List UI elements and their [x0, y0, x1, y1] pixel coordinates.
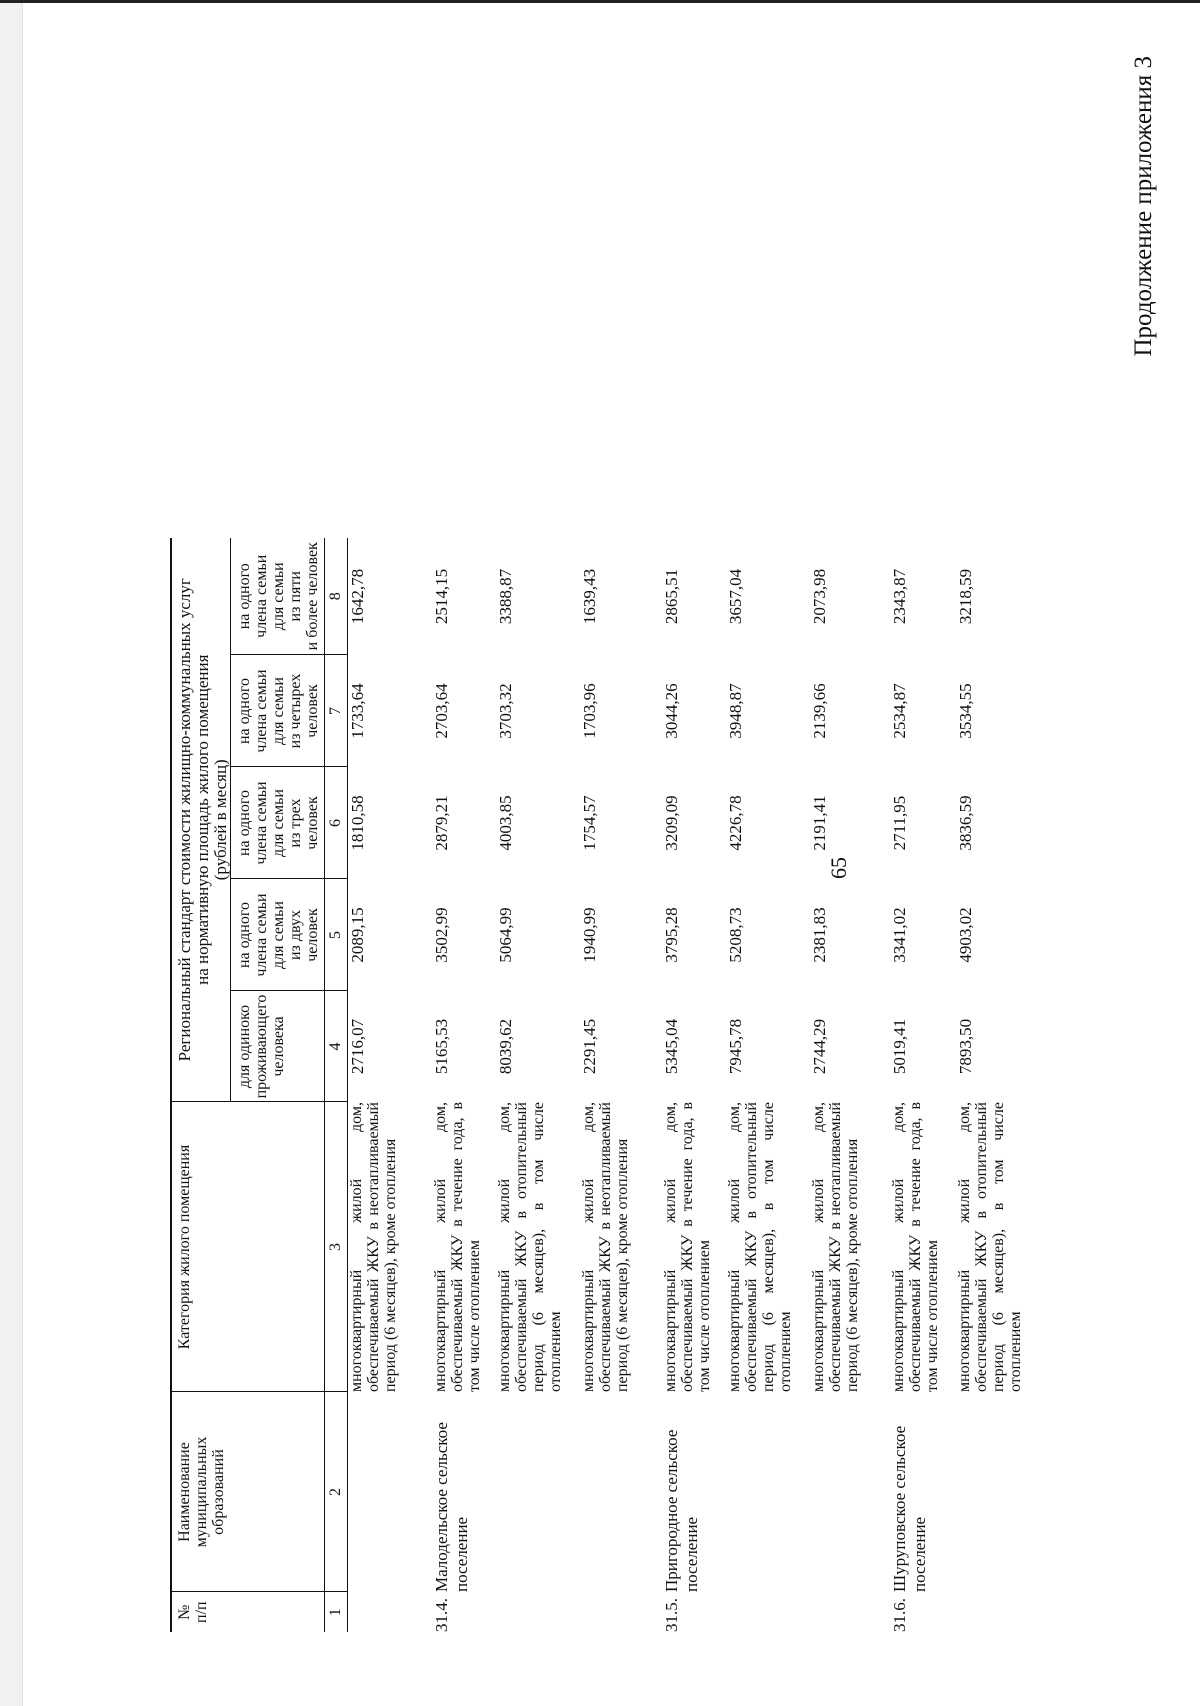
value-col6: 4003,85 [495, 795, 515, 851]
value-col4: 5345,04 [661, 1018, 681, 1075]
value-col7: 3948,87 [725, 683, 745, 739]
row-number [956, 1592, 1040, 1632]
value-col8: 3657,04 [725, 568, 745, 625]
row-number [810, 1592, 890, 1632]
value-col4: 7893,50 [955, 1018, 975, 1075]
table-row [580, 538, 662, 1632]
header-col5: на одного члена семьи для семьи из двух человек [231, 879, 325, 991]
value-col4: 5165,53 [431, 1018, 451, 1075]
value-col6: 3836,59 [955, 795, 975, 851]
value-col5: 3795,28 [661, 907, 681, 963]
row-number [726, 1592, 810, 1632]
value-col5: 5064,99 [495, 907, 515, 963]
row-number [580, 1592, 662, 1632]
value-col8: 2865,51 [661, 568, 681, 625]
value-col5: 3502,99 [431, 907, 451, 963]
value-col4: 2291,45 [579, 1018, 599, 1075]
table-row [348, 538, 432, 1632]
category-text: многоквартирный жилой дом, обеспечиваемый ЖКУ в течение года, в том числе отоплением [889, 1102, 941, 1392]
row-number: 31.4. [431, 1598, 451, 1632]
header-category: Категория жилого помещения [171, 1102, 325, 1392]
value-col7: 2703,64 [431, 683, 451, 739]
municipality-name [956, 1392, 1040, 1592]
table-row [890, 538, 956, 1632]
column-number: 5 [325, 879, 348, 991]
value-col6: 1754,57 [579, 795, 599, 851]
column-number: 4 [325, 991, 348, 1102]
page-number: 65 [826, 857, 851, 879]
municipality-name [580, 1392, 662, 1592]
value-col4: 5019,41 [889, 1018, 909, 1075]
value-col6: 1810,58 [348, 795, 367, 851]
value-col7: 2139,66 [809, 683, 829, 739]
table-row [496, 538, 580, 1632]
row-number [348, 1592, 432, 1632]
value-col7: 1733,64 [348, 683, 367, 739]
column-number-row [325, 538, 348, 1632]
value-col7: 1703,96 [579, 683, 599, 739]
value-col4: 7945,78 [725, 1018, 745, 1075]
table-row [432, 538, 496, 1632]
value-col8: 2343,87 [889, 568, 909, 625]
column-number: 6 [325, 767, 348, 879]
column-number: 1 [325, 1592, 348, 1632]
category-text: многоквартирный жилой дом, обеспечиваемый ЖКУ в отопительный период (6 месяцев), в том числе отоплением [955, 1102, 1024, 1392]
category-text: многоквартирный жилой дом, обеспечиваемый ЖКУ в неотапливаемый период (6 месяцев), кроме отопления [809, 1102, 861, 1392]
column-number: 7 [325, 655, 348, 767]
header-standard: Региональный стандарт стоимости жилищно-коммунальных услуг на нормативную площадь жилого помещения (рублей в месяц) [171, 538, 231, 1102]
value-col7: 3044,26 [661, 683, 681, 739]
value-col7: 3534,55 [955, 683, 975, 739]
table-row [810, 538, 890, 1632]
municipality-name [348, 1392, 432, 1592]
table-row [956, 538, 1040, 1632]
table-row [726, 538, 810, 1632]
row-number: 31.6. [889, 1598, 909, 1632]
category-text: многоквартирный жилой дом, обеспечиваемый ЖКУ в течение года, в том числе отоплением [431, 1102, 483, 1392]
municipality-name: Пригородное сельское поселение [661, 1429, 701, 1592]
appendix-title: Продолжение приложения 3 [1130, 56, 1157, 357]
value-col6: 2711,95 [889, 795, 909, 851]
value-col4: 2716,07 [348, 1018, 367, 1075]
municipality-name [810, 1392, 890, 1592]
municipality-name [496, 1392, 580, 1592]
value-col8: 2514,15 [431, 568, 451, 625]
category-text: многоквартирный жилой дом, обеспечиваемый ЖКУ в неотапливаемый период (6 месяцев), кроме отопления [348, 1102, 399, 1392]
value-col5: 4903,02 [955, 907, 975, 963]
header-col4: для одиноко проживающего человека [231, 991, 325, 1102]
value-col8: 1642,78 [348, 568, 367, 625]
category-text: многоквартирный жилой дом, обеспечиваемый ЖКУ в отопительный период (6 месяцев), в том числе отоплением [725, 1102, 794, 1392]
row-number: 31.5. [661, 1598, 681, 1632]
value-col5: 2089,15 [348, 907, 367, 963]
value-col5: 5208,73 [725, 907, 745, 963]
category-text: многоквартирный жилой дом, обеспечиваемый ЖКУ в отопительный период (6 месяцев), в том числе отоплением [495, 1102, 564, 1392]
value-col8: 1639,43 [579, 568, 599, 625]
value-col8: 2073,98 [809, 568, 829, 625]
table-row [662, 538, 726, 1632]
header-num: № п/п [171, 1592, 325, 1632]
value-col6: 3209,09 [661, 795, 681, 851]
header-col7: на одного члена семьи для семьи из четырех человек [231, 655, 325, 767]
value-col5: 1940,99 [579, 907, 599, 963]
municipality-name: Малодельское сельское поселение [431, 1422, 471, 1592]
value-col8: 3218,59 [955, 568, 975, 625]
value-col4: 8039,62 [495, 1018, 515, 1075]
header-municipality: Наименование муниципальных образований [171, 1392, 325, 1592]
standards-table [170, 538, 1040, 1632]
value-col4: 2744,29 [809, 1018, 829, 1075]
municipality-name [726, 1392, 810, 1592]
column-number: 3 [325, 1102, 348, 1392]
value-col6: 4226,78 [725, 795, 745, 851]
value-col5: 3341,02 [889, 907, 909, 963]
value-col5: 2381,83 [809, 907, 829, 963]
value-col8: 3388,87 [495, 568, 515, 625]
column-number: 2 [325, 1392, 348, 1592]
municipality-name: Шуруповское сельское поселение [889, 1425, 929, 1592]
header-col8: на одного члена семьи для семьи из пяти и более человек [231, 538, 325, 655]
row-number [496, 1592, 580, 1632]
value-col6: 2879,21 [431, 795, 451, 851]
value-col7: 3703,32 [495, 683, 515, 739]
category-text: многоквартирный жилой дом, обеспечиваемый ЖКУ в неотапливаемый период (6 месяцев), кроме отопления [579, 1102, 631, 1392]
header-col6: на одного члена семьи для семьи из трех человек [231, 767, 325, 879]
value-col6: 2191,41 [809, 795, 829, 851]
category-text: многоквартирный жилой дом, обеспечиваемый ЖКУ в течение года, в том числе отоплением [661, 1102, 713, 1392]
column-number: 8 [325, 538, 348, 655]
value-col7: 2534,87 [889, 683, 909, 739]
